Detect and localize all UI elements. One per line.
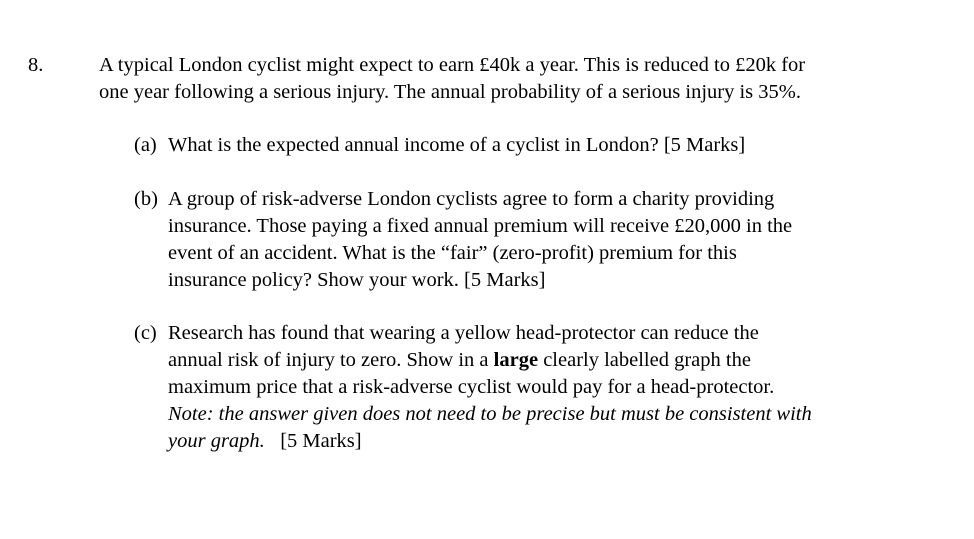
stem-line: A typical London cyclist might expect to earn £40k a year. This is reduced to £20k for [99,54,806,76]
part-c-line: Research has found that wearing a yellow head-protector can reduce the [168,322,759,344]
stem-line: one year following a serious injury. The annual probability of a serious injury is 35%. [99,81,801,103]
part-a [134,132,934,159]
question-number: 8. [28,54,44,76]
note-text: Note: the answer given does not need to be precise but must be consistent with [168,403,812,425]
question-stem [99,52,959,106]
part-c-marks: [5 Marks] [280,430,362,452]
part-a-line: What is the expected annual income of a cyclist in London? [5 Marks] [168,134,746,156]
part-b-label: (b) [134,188,158,210]
part-b-line: event of an accident. What is the “fair” (zero-profit) premium for this [168,242,737,264]
part-c-text: clearly labelled graph the [538,349,751,371]
part-b-line: A group of risk-adverse London cyclists agree to form a charity providing [168,188,775,210]
emphasis-large: large [493,349,539,371]
part-c-line [168,347,934,374]
part-c-text: annual risk of injury to zero. Show in a [168,349,494,371]
part-c-label: (c) [134,322,157,344]
part-c-line: maximum price that a risk-adverse cyclist would pay for a head-protector. [168,376,775,398]
part-c-note-line [168,401,934,428]
part-b-body [168,186,934,294]
part-a-body [168,132,934,159]
part-b [134,186,934,294]
part-c-body [168,320,934,455]
part-b-line: insurance policy? Show your work. [5 Marks] [168,269,546,291]
part-c-note-line [168,428,934,455]
part-c [134,320,934,455]
note-text: your graph. [168,430,265,452]
part-b-line: insurance. Those paying a fixed annual premium will receive £20,000 in the [168,215,793,237]
part-a-label: (a) [134,134,157,156]
